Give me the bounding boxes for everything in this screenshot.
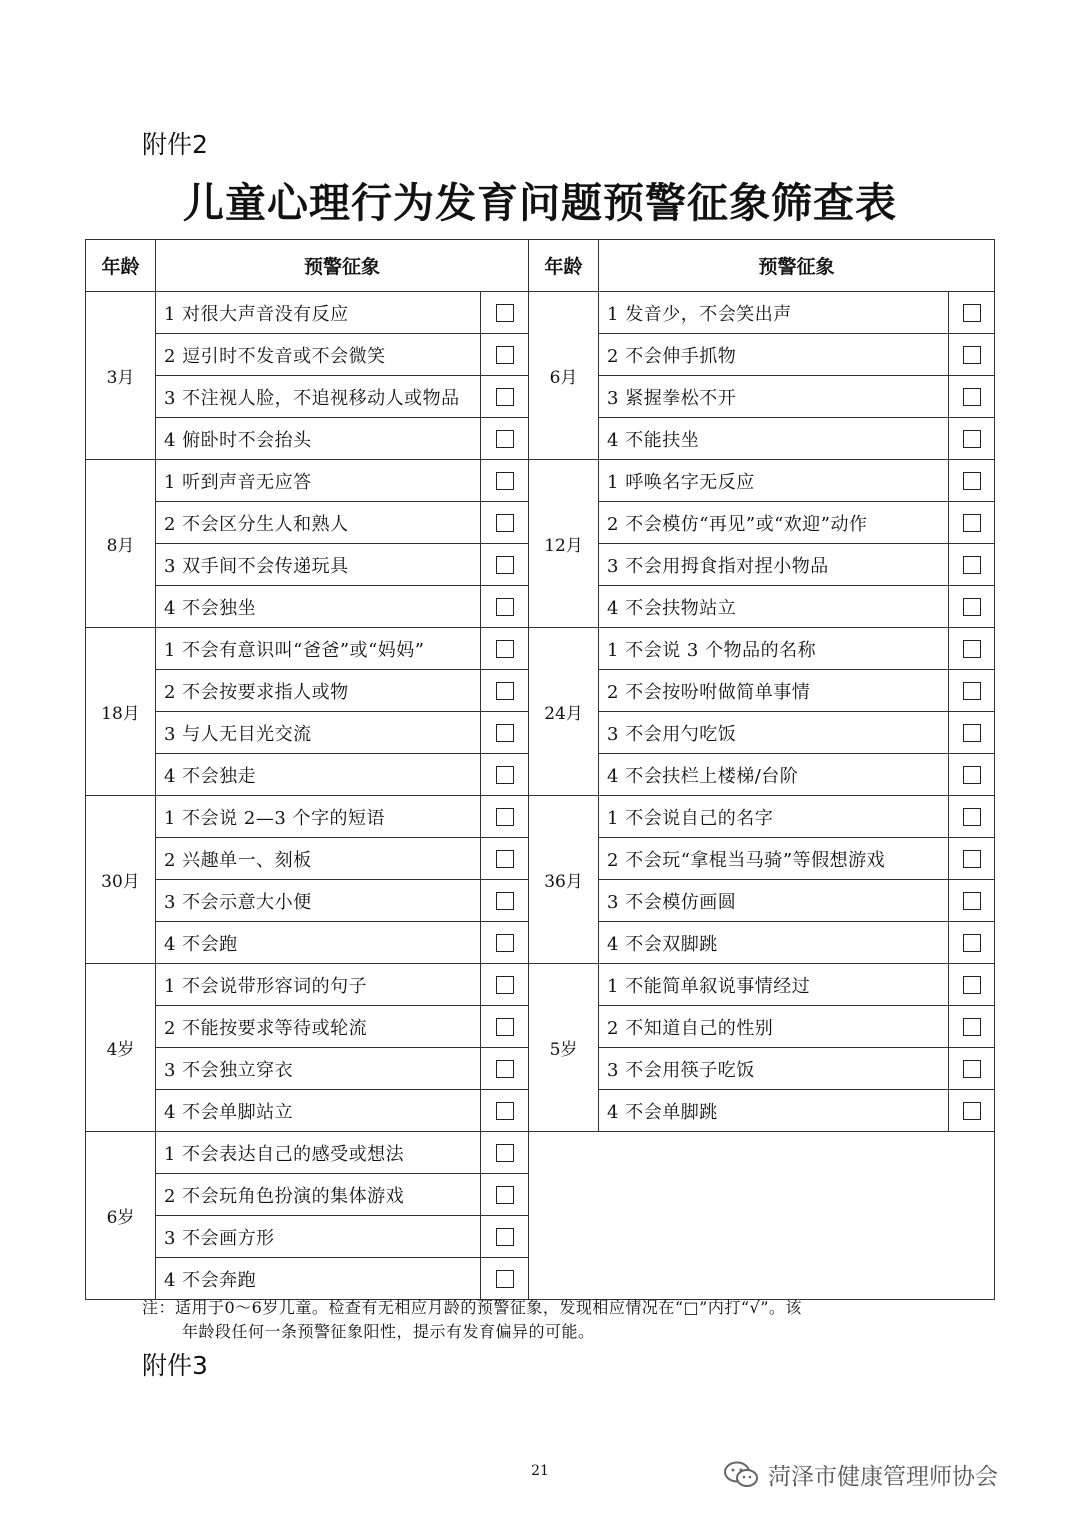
warning-sign-checkbox[interactable] (963, 598, 981, 616)
age-cell: 5岁 (529, 964, 599, 1132)
watermark-text: 菏泽市健康管理师协会 (768, 1464, 998, 1490)
warning-sign-text: 2 不会模仿“再见”或“欢迎”动作 (599, 502, 949, 544)
checkbox-cell (481, 754, 529, 796)
table-body (86, 292, 995, 1300)
warning-sign-checkbox[interactable] (963, 1018, 981, 1036)
checkbox-cell (949, 334, 995, 376)
checkbox-cell (481, 292, 529, 334)
warning-sign-checkbox[interactable] (496, 1270, 514, 1288)
warning-sign-checkbox[interactable] (496, 1228, 514, 1246)
checkbox-cell (481, 502, 529, 544)
checkbox-cell (481, 544, 529, 586)
attachment-label: 附件2 (142, 130, 208, 159)
checkbox-cell (949, 670, 995, 712)
checkbox-cell (949, 880, 995, 922)
warning-sign-text: 3 不会用筷子吃饭 (599, 1048, 949, 1090)
warning-sign-text: 1 发音少，不会笑出声 (599, 292, 949, 334)
warning-sign-text: 1 不会有意识叫“爸爸”或“妈妈” (156, 628, 481, 670)
warning-sign-text: 1 不会说 2—3 个字的短语 (156, 796, 481, 838)
warning-sign-text: 1 不会说 3 个物品的名称 (599, 628, 949, 670)
warning-sign-checkbox[interactable] (963, 808, 981, 826)
warning-sign-text: 2 不知道自己的性别 (599, 1006, 949, 1048)
age-cell: 6岁 (86, 1132, 156, 1300)
checkbox-cell (481, 964, 529, 1006)
screening-table (85, 239, 995, 1300)
warning-sign-text: 4 不会奔跑 (156, 1258, 481, 1300)
warning-sign-text: 3 不会用拇食指对捏小物品 (599, 544, 949, 586)
checkbox-cell (949, 922, 995, 964)
warning-sign-checkbox[interactable] (963, 640, 981, 658)
warning-sign-text: 4 不能扶坐 (599, 418, 949, 460)
checkbox-cell (481, 334, 529, 376)
checkbox-cell (949, 1090, 995, 1132)
checkbox-cell (481, 586, 529, 628)
warning-sign-text: 3 不会用勺吃饭 (599, 712, 949, 754)
footnote-line-1: 注：适用于0～6岁儿童。检查有无相应月龄的预警征象，发现相应情况在“□”内打“√”。该 (142, 1298, 802, 1317)
warning-sign-checkbox[interactable] (496, 1144, 514, 1162)
warning-sign-text: 4 不会双脚跳 (599, 922, 949, 964)
checkbox-cell (481, 670, 529, 712)
age-cell: 24月 (529, 628, 599, 796)
checkbox-cell (949, 964, 995, 1006)
checkbox-cell (949, 796, 995, 838)
table-row (86, 460, 995, 502)
warning-sign-text: 1 不会表达自己的感受或想法 (156, 1132, 481, 1174)
next-attachment-label: 附件3 (142, 1351, 208, 1380)
warning-sign-text: 2 兴趣单一、刻板 (156, 838, 481, 880)
checkbox-cell (949, 544, 995, 586)
warning-sign-checkbox[interactable] (496, 1102, 514, 1120)
warning-sign-text: 2 不会伸手抓物 (599, 334, 949, 376)
checkbox-cell (949, 838, 995, 880)
checkbox-cell (481, 1006, 529, 1048)
warning-sign-checkbox[interactable] (496, 892, 514, 910)
warning-sign-checkbox[interactable] (496, 808, 514, 826)
checkbox-cell (481, 1048, 529, 1090)
table-header-row (86, 240, 995, 292)
warning-sign-text: 4 不会扶物站立 (599, 586, 949, 628)
header-signs-right: 预警征象 (599, 240, 995, 292)
warning-sign-checkbox[interactable] (496, 640, 514, 658)
warning-sign-checkbox[interactable] (496, 976, 514, 994)
header-age-right: 年龄 (529, 240, 599, 292)
warning-sign-checkbox[interactable] (496, 598, 514, 616)
warning-sign-checkbox[interactable] (963, 724, 981, 742)
warning-sign-checkbox[interactable] (963, 766, 981, 784)
age-cell: 18月 (86, 628, 156, 796)
watermark (722, 1458, 998, 1491)
warning-sign-text: 3 不会画方形 (156, 1216, 481, 1258)
warning-sign-checkbox[interactable] (963, 682, 981, 700)
checkbox-cell (481, 460, 529, 502)
warning-sign-checkbox[interactable] (496, 1018, 514, 1036)
checkbox-cell (481, 1132, 529, 1174)
wechat-icon (722, 1460, 762, 1490)
warning-sign-text: 3 双手间不会传递玩具 (156, 544, 481, 586)
footnote-line-2: 年龄段任何一条预警征象阳性，提示有发育偏异的可能。 (182, 1322, 595, 1341)
checkbox-cell (481, 376, 529, 418)
checkbox-cell (949, 628, 995, 670)
warning-sign-text: 4 俯卧时不会抬头 (156, 418, 481, 460)
warning-sign-text: 1 对很大声音没有反应 (156, 292, 481, 334)
checkbox-cell (949, 1048, 995, 1090)
age-cell: 6月 (529, 292, 599, 460)
warning-sign-text: 4 不会单脚站立 (156, 1090, 481, 1132)
checkbox-cell (481, 628, 529, 670)
warning-sign-checkbox[interactable] (496, 304, 514, 322)
warning-sign-text: 1 听到声音无应答 (156, 460, 481, 502)
table-row (86, 292, 995, 334)
warning-sign-checkbox[interactable] (496, 724, 514, 742)
age-cell: 4岁 (86, 964, 156, 1132)
warning-sign-checkbox[interactable] (496, 346, 514, 364)
warning-sign-text: 2 不能按要求等待或轮流 (156, 1006, 481, 1048)
checkbox-cell (949, 292, 995, 334)
warning-sign-text: 3 不会模仿画圆 (599, 880, 949, 922)
warning-sign-checkbox[interactable] (963, 850, 981, 868)
footnote (142, 1296, 942, 1344)
warning-sign-checkbox[interactable] (963, 556, 981, 574)
warning-sign-text: 3 不注视人脸，不追视移动人或物品 (156, 376, 481, 418)
warning-sign-text: 3 紧握拳松不开 (599, 376, 949, 418)
checkbox-cell (949, 754, 995, 796)
warning-sign-text: 2 逗引时不发音或不会微笑 (156, 334, 481, 376)
warning-sign-checkbox[interactable] (963, 1060, 981, 1078)
warning-sign-checkbox[interactable] (496, 388, 514, 406)
checkbox-cell (481, 880, 529, 922)
empty-cell (529, 1132, 995, 1300)
checkbox-cell (949, 586, 995, 628)
header-signs-left: 预警征象 (156, 240, 529, 292)
warning-sign-checkbox[interactable] (496, 766, 514, 784)
warning-sign-checkbox[interactable] (496, 682, 514, 700)
warning-sign-checkbox[interactable] (963, 430, 981, 448)
table-row (86, 964, 995, 1006)
warning-sign-checkbox[interactable] (496, 850, 514, 868)
header-age-left: 年龄 (86, 240, 156, 292)
warning-sign-text: 1 呼唤名字无反应 (599, 460, 949, 502)
warning-sign-checkbox[interactable] (496, 514, 514, 532)
checkbox-cell (481, 418, 529, 460)
warning-sign-text: 1 不会说带形容词的句子 (156, 964, 481, 1006)
table-row (86, 1132, 995, 1174)
warning-sign-text: 4 不会扶栏上楼梯/台阶 (599, 754, 949, 796)
warning-sign-checkbox[interactable] (963, 514, 981, 532)
warning-sign-checkbox[interactable] (963, 472, 981, 490)
checkbox-cell (949, 460, 995, 502)
checkbox-cell (481, 922, 529, 964)
checkbox-cell (481, 1258, 529, 1300)
warning-sign-text: 2 不会玩“拿棍当马骑”等假想游戏 (599, 838, 949, 880)
checkbox-cell (481, 796, 529, 838)
table-row (86, 628, 995, 670)
warning-sign-checkbox[interactable] (963, 1102, 981, 1120)
page-title: 儿童心理行为发育问题预警征象筛查表 (183, 179, 897, 227)
warning-sign-text: 2 不会按要求指人或物 (156, 670, 481, 712)
age-cell: 8月 (86, 460, 156, 628)
checkbox-cell (949, 712, 995, 754)
warning-sign-checkbox[interactable] (963, 892, 981, 910)
checkbox-cell (481, 1090, 529, 1132)
warning-sign-checkbox[interactable] (496, 934, 514, 952)
warning-sign-text: 3 与人无目光交流 (156, 712, 481, 754)
warning-sign-text: 1 不能简单叙说事情经过 (599, 964, 949, 1006)
age-cell: 12月 (529, 460, 599, 628)
warning-sign-checkbox[interactable] (496, 472, 514, 490)
warning-sign-checkbox[interactable] (963, 304, 981, 322)
warning-sign-text: 4 不会独走 (156, 754, 481, 796)
warning-sign-text: 3 不会独立穿衣 (156, 1048, 481, 1090)
warning-sign-text: 1 不会说自己的名字 (599, 796, 949, 838)
warning-sign-text: 2 不会区分生人和熟人 (156, 502, 481, 544)
warning-sign-checkbox[interactable] (963, 388, 981, 406)
age-cell: 36月 (529, 796, 599, 964)
warning-sign-checkbox[interactable] (963, 934, 981, 952)
table-row (86, 796, 995, 838)
checkbox-cell (481, 712, 529, 754)
checkbox-cell (949, 418, 995, 460)
warning-sign-text: 4 不会独坐 (156, 586, 481, 628)
warning-sign-checkbox[interactable] (496, 1186, 514, 1204)
age-cell: 3月 (86, 292, 156, 460)
warning-sign-checkbox[interactable] (496, 1060, 514, 1078)
checkbox-cell (949, 502, 995, 544)
warning-sign-checkbox[interactable] (496, 556, 514, 574)
warning-sign-text: 4 不会跑 (156, 922, 481, 964)
checkbox-cell (481, 1216, 529, 1258)
warning-sign-text: 4 不会单脚跳 (599, 1090, 949, 1132)
checkbox-cell (481, 838, 529, 880)
checkbox-cell (481, 1174, 529, 1216)
warning-sign-text: 2 不会玩角色扮演的集体游戏 (156, 1174, 481, 1216)
warning-sign-checkbox[interactable] (963, 346, 981, 364)
warning-sign-text: 2 不会按吩咐做简单事情 (599, 670, 949, 712)
page-number: 21 (531, 1463, 549, 1479)
checkbox-cell (949, 1006, 995, 1048)
warning-sign-checkbox[interactable] (496, 430, 514, 448)
warning-sign-text: 3 不会示意大小便 (156, 880, 481, 922)
age-cell: 30月 (86, 796, 156, 964)
checkbox-cell (949, 376, 995, 418)
warning-sign-checkbox[interactable] (963, 976, 981, 994)
